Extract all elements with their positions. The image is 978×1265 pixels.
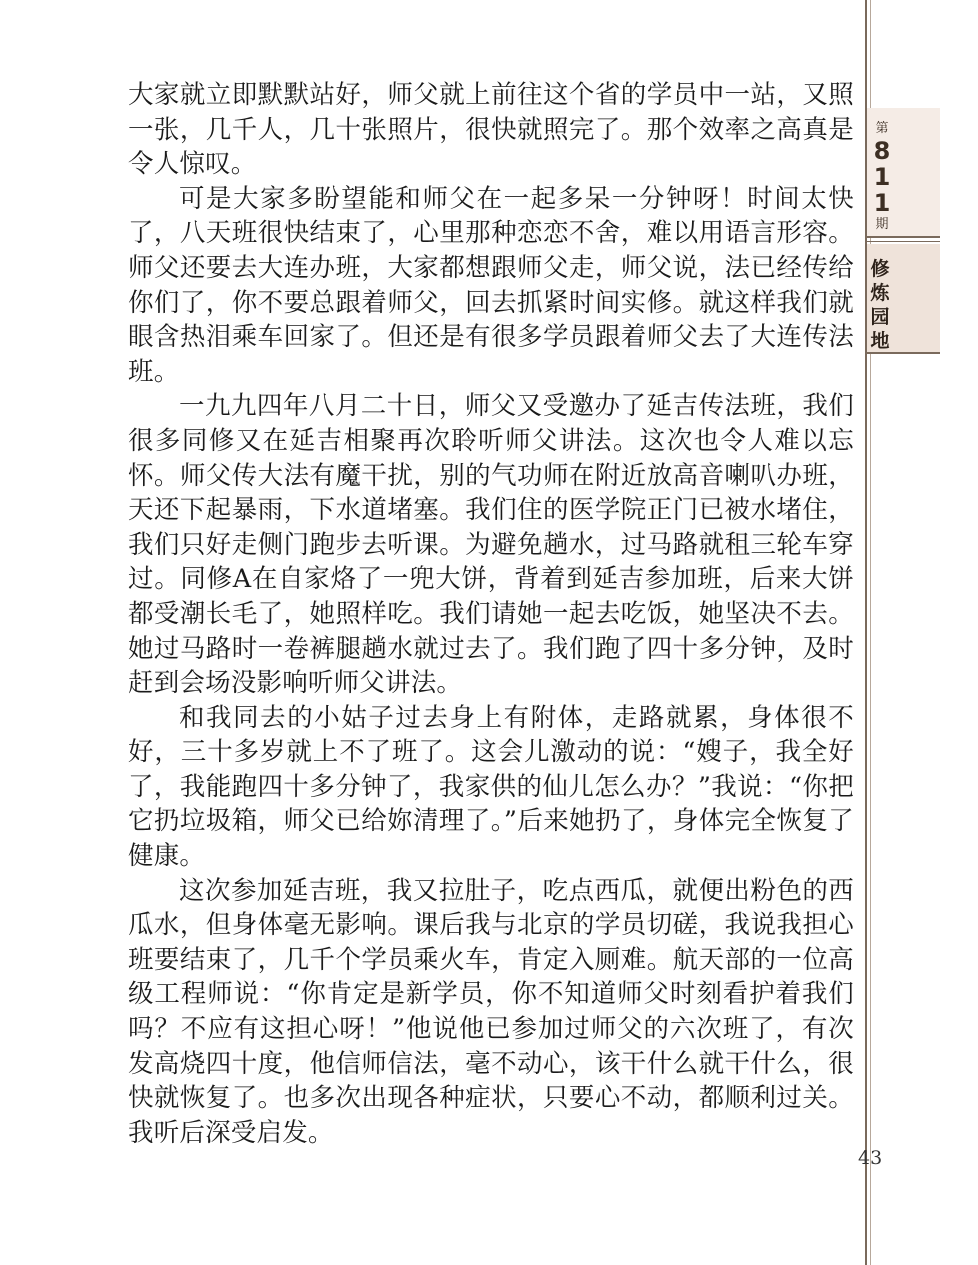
issue-number (867, 120, 897, 234)
section-char-4: 地 (870, 330, 890, 352)
section-divider-top (867, 236, 940, 238)
article-body (128, 78, 854, 1150)
issue-digit-1: 8 (873, 137, 891, 165)
paragraph-4: 和我同去的小姑子过去身上有附体，走路就累，身体很不好，三十多岁就上不了班了。这会儿激动的说：“嫂子，我全好了，我能跑四十多分钟了，我家供的仙儿怎么办？”我说：“你把它扔垃圾箱，师父已给妳清理了。”后来她扔了，身体完全恢复了健康。 (128, 702, 854, 872)
section-char-3: 园 (870, 306, 890, 328)
issue-digit-3: 1 (873, 189, 891, 217)
page-number: 43 (858, 1147, 883, 1169)
section-title (867, 257, 893, 353)
paragraph-3: 一九九四年八月二十日，师父又受邀办了延吉传法班，我们很多同修又在延吉相聚再次聆听师父讲法。这次也令人难以忘怀。师父传大法有魔干扰，别的气功师在附近放高音喇叭办班，天还下起暴雨，下水道堵塞。我们住的医学院正门已被水堵住，我们只好走侧门跑步去听课。为避免趟水，过马路就租三轮车穿过。同修A在自家烙了一兜大饼，背着到延吉参加班，后来大饼都受潮长毛了，她照样吃。我们请她一起去吃饭，她坚决不去。她过马路时一卷裤腿趟水就过去了。我们跑了四十多分钟，及时赶到会场没影响听师父讲法。 (128, 391, 854, 699)
section-char-2: 炼 (870, 282, 890, 304)
paragraph-5: 这次参加延吉班，我又拉肚子，吃点西瓜，就便出粉色的西瓜水，但身体毫无影响。课后我与北京的学员切磋，我说我担心班要结束了，几千个学员乘火车，肯定入厕难。航天部的一位高级工程师说：“你肯定是新学员，你不知道师父时刻看护着我们吗？不应有这担心呀！”他说他已参加过师父的六次班了，有次发高烧四十度，他信师信法，毫不动心，该干什么就干什么，很快就恢复了。也多次出现各种症状，只要心不动，都顺利过关。我听后深受启发。 (128, 875, 854, 1148)
issue-prefix: 第 (875, 121, 889, 136)
section-divider-bottom (867, 352, 940, 354)
section-divider-top-thin (867, 241, 940, 242)
section-char-1: 修 (870, 258, 890, 280)
paragraph-2: 可是大家多盼望能和师父在一起多呆一分钟呀！时间太快了，八天班很快结束了，心里那种恋恋不舍，难以用语言形容。师父还要去大连办班，大家都想跟师父走，师父说，法已经传给你们了，你不要总跟着师父，回去抓紧时间实修。就这样我们就眼含热泪乘车回家了。但还是有很多学员跟着师父去了大连传法班。 (128, 183, 854, 387)
issue-digit-2: 1 (873, 163, 891, 191)
paragraph-1: 大家就立即默默站好，师父就上前往这个省的学员中一站，又照一张，几千人，几十张照片，很快就照完了。那个效率之高真是令人惊叹。 (128, 80, 854, 180)
issue-suffix: 期 (875, 217, 889, 232)
